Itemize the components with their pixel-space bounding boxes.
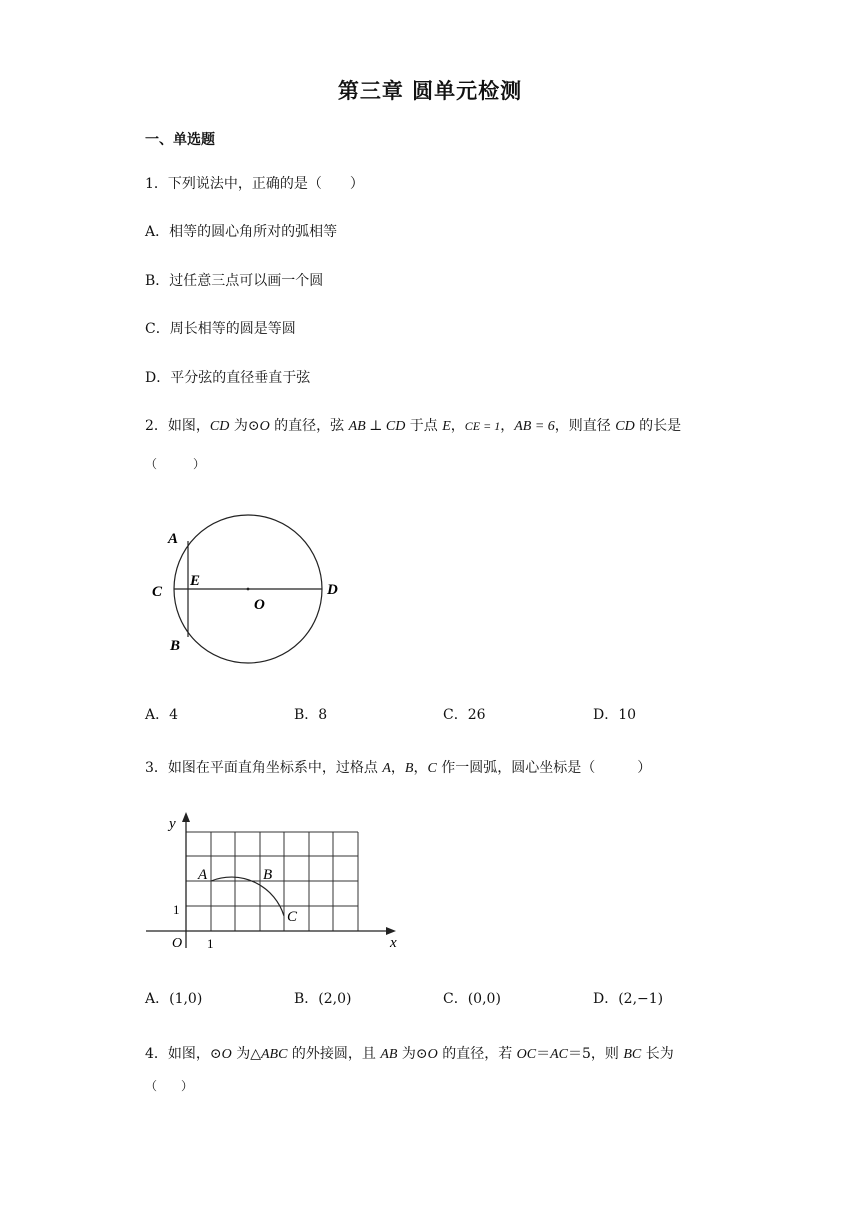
q2-answer-paren: （ ）	[145, 457, 206, 471]
q3-label-a: A	[198, 867, 208, 883]
q2-option-b: B．8	[294, 707, 328, 723]
q2-option-a: A．4	[145, 707, 179, 723]
q2-stem: 2．如图，CD 为⊙O 的直径，弦 AB ⊥ CD 于点 E，CE = 1，AB = 6，则直径 CD 的长是	[145, 418, 682, 434]
q3-label-one-x: 1	[207, 936, 214, 951]
q3-option-d: D．(2,−1)	[593, 991, 664, 1007]
q2-label-a: A	[168, 531, 179, 547]
q3-label-b: B	[263, 867, 273, 883]
q3-label-c: C	[287, 909, 298, 925]
q2-label-c: C	[152, 584, 163, 600]
q2-option-d: D．10	[593, 707, 637, 723]
q2-label-b: B	[170, 638, 181, 654]
q4-answer-paren: （ ）	[145, 1079, 194, 1093]
q1-stem: 1．下列说法中，正确的是（ ）	[145, 176, 364, 192]
section-heading: 一、单选题	[145, 132, 215, 148]
q3-option-a: A．(1,0)	[145, 991, 203, 1007]
q3-label-o: O	[172, 936, 183, 951]
q1-option-b: B．过任意三点可以画一个圆	[145, 273, 324, 289]
q1-option-a: A．相等的圆心角所对的弧相等	[145, 224, 338, 240]
q2-center-dot	[247, 588, 250, 591]
q4-stem: 4．如图，⊙O 为△ABC 的外接圆，且 AB 为⊙O 的直径，若 OC＝AC＝5，则 BC 长为	[145, 1046, 674, 1062]
q3-y-axis-arrow	[182, 812, 190, 822]
q3-label-x: x	[390, 935, 397, 951]
q3-option-b: B．(2,0)	[294, 991, 352, 1007]
q3-label-one-y: 1	[173, 902, 180, 917]
q2-label-d: D	[327, 582, 338, 598]
page-title: 第三章 圆单元检测	[337, 79, 523, 103]
q3-label-y: y	[169, 816, 176, 832]
q2-label-e: E	[190, 573, 201, 589]
q3-stem: 3．如图在平面直角坐标系中，过格点 A，B，C 作一圆弧，圆心坐标是（ ）	[145, 760, 652, 776]
q2-option-c: C．26	[443, 707, 486, 723]
q3-grid-figure	[140, 808, 410, 958]
q3-arc	[211, 877, 284, 916]
q1-option-d: D．平分弦的直径垂直于弦	[145, 370, 311, 386]
q3-option-c: C．(0,0)	[443, 991, 501, 1007]
q2-label-o: O	[254, 597, 265, 613]
q2-circle-figure	[140, 505, 360, 670]
q1-option-c: C．周长相等的圆是等圆	[145, 321, 296, 337]
q3-x-axis-arrow	[386, 927, 396, 935]
